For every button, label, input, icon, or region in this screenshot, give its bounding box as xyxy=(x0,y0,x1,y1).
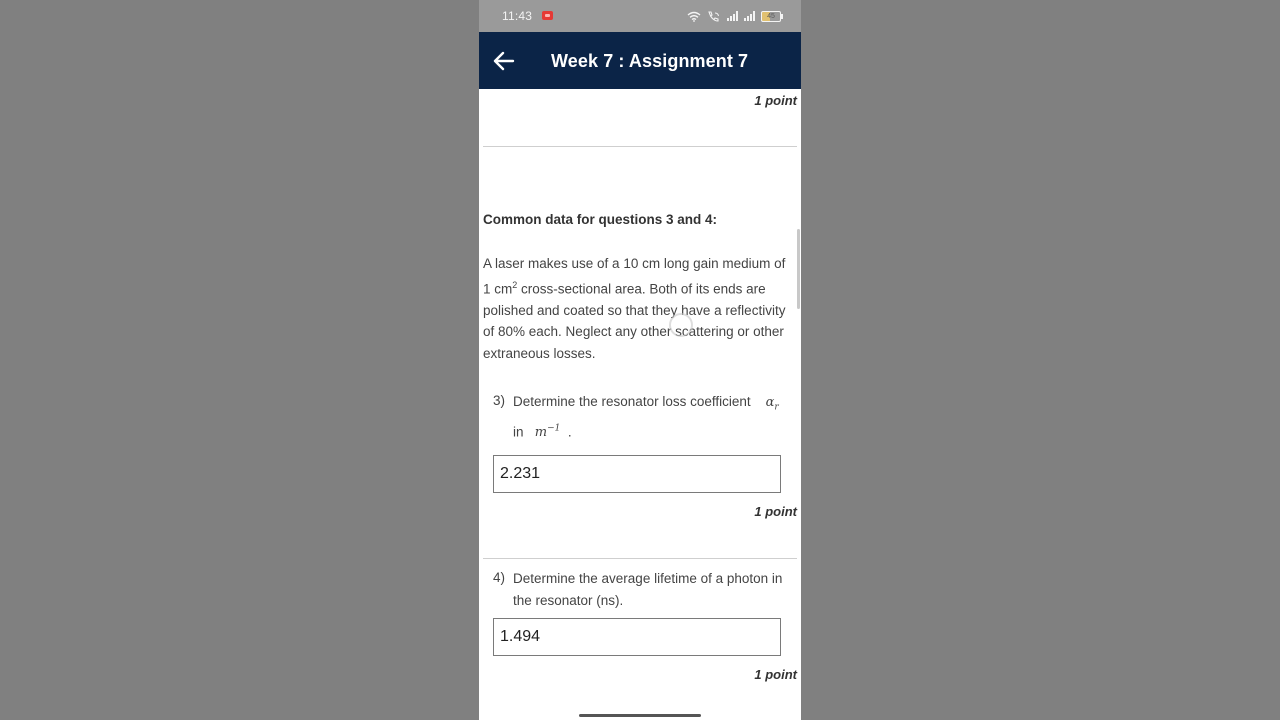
common-data-heading: Common data for questions 3 and 4: xyxy=(483,212,718,227)
section-divider xyxy=(483,146,797,147)
question-4-points: 1 point xyxy=(754,667,797,682)
wifi-calling-icon xyxy=(707,11,721,22)
signal-strength-icon xyxy=(727,11,738,21)
question-4-answer-input[interactable] xyxy=(493,618,781,656)
question-3-answer-input[interactable] xyxy=(493,455,781,493)
status-time: 11:43 xyxy=(502,9,533,23)
touch-indicator xyxy=(669,313,693,337)
phone-screen xyxy=(479,0,801,720)
page-title: Week 7 : Assignment 7 xyxy=(551,51,749,71)
question-points: 1 point xyxy=(754,93,797,108)
question-3-text: Determine the resonator loss coefficient $\alpha_r$ in $m^{-1}$ . xyxy=(513,394,779,441)
assignment-content xyxy=(479,89,801,720)
battery-level: 45 xyxy=(767,12,775,20)
question-3-number: 3) xyxy=(493,393,506,408)
screen-record-icon xyxy=(542,11,553,20)
gesture-navigation-bar[interactable] xyxy=(579,714,701,717)
status-bar xyxy=(479,0,801,32)
signal-strength-2-icon xyxy=(744,11,755,21)
question-4-number: 4) xyxy=(493,570,506,585)
question-4-text: Determine the average lifetime of a photon in the resonator (ns). xyxy=(513,571,783,608)
arrow-left-icon[interactable] xyxy=(491,48,517,74)
question-divider xyxy=(483,558,797,559)
common-data-text: A laser makes use of a 10 cm long gain medium of 1 $cm^2$ cross-sectional area. Both of its ends are polished and coated so that they have a reflectivity of 80% each. Neglect any other scattering or other extraneous losses. xyxy=(483,256,786,361)
status-icons xyxy=(687,9,781,23)
question-3-points: 1 point xyxy=(754,504,797,519)
scrollbar[interactable] xyxy=(797,229,800,309)
app-bar xyxy=(479,32,801,89)
wifi-icon xyxy=(687,11,701,22)
battery-icon xyxy=(761,11,781,22)
